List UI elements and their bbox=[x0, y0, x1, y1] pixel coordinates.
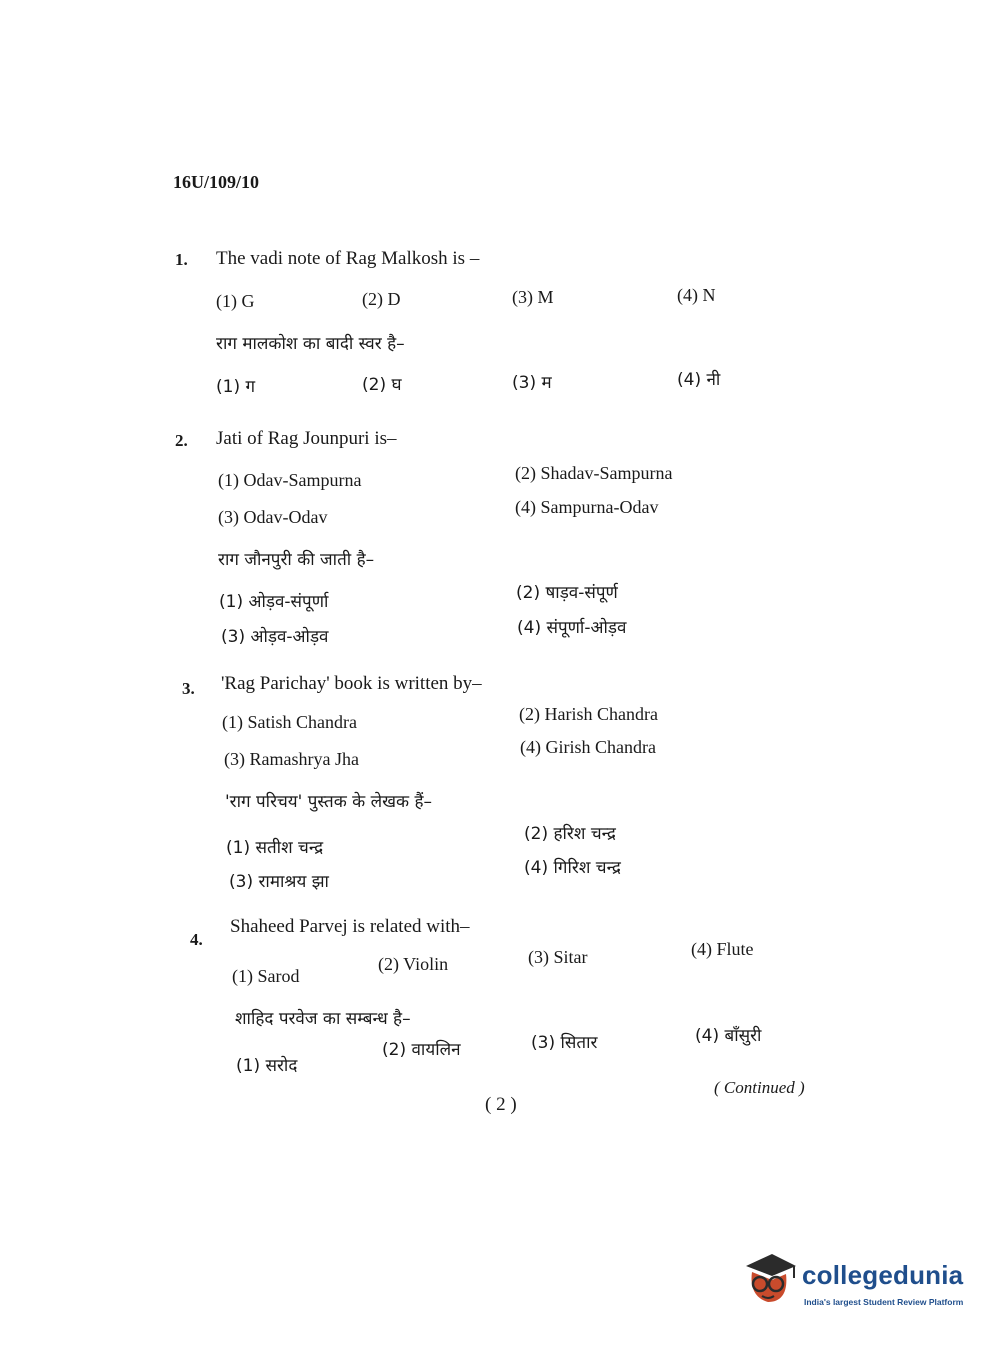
question-2-option-4-hindi: (4) संपूर्णा-ओड़व bbox=[517, 618, 627, 638]
question-4-number: 4. bbox=[190, 930, 203, 949]
question-4-text-hindi: शाहिद परवेज का सम्बन्ध है– bbox=[235, 1009, 411, 1029]
paper-code: 16U/109/10 bbox=[173, 172, 260, 192]
question-1-option-2-hindi: (2) घ bbox=[362, 375, 402, 395]
logo-name: collegedunia bbox=[802, 1260, 964, 1290]
question-2-option-1-hindi: (1) ओड़व-संपूर्णा bbox=[219, 592, 329, 612]
question-3-text: 'Rag Parichay' book is written by– bbox=[221, 673, 482, 694]
question-3-option-4-hindi: (4) गिरिश चन्द्र bbox=[524, 858, 621, 878]
collegedunia-logo bbox=[740, 1252, 970, 1312]
question-4-text: Shaheed Parvej is related with– bbox=[230, 916, 470, 937]
question-1-option-1-hindi: (1) ग bbox=[216, 377, 256, 397]
question-4-option-2-hindi: (2) वायलिन bbox=[382, 1040, 461, 1060]
question-4-option-3: (3) Sitar bbox=[528, 947, 588, 967]
question-1-option-1: (1) G bbox=[216, 291, 255, 311]
question-2-text: Jati of Rag Jounpuri is– bbox=[216, 428, 397, 449]
question-1-option-2: (2) D bbox=[362, 289, 401, 309]
question-2-option-1: (1) Odav-Sampurna bbox=[218, 470, 362, 490]
question-1-option-4: (4) N bbox=[677, 285, 716, 305]
question-4-option-1: (1) Sarod bbox=[232, 966, 300, 986]
question-3-text-hindi: 'राग परिचय' पुस्तक के लेखक हैं– bbox=[225, 792, 433, 812]
question-2-option-2: (2) Shadav-Sampurna bbox=[515, 463, 673, 483]
question-1-option-3: (3) M bbox=[512, 287, 554, 307]
question-4-option-1-hindi: (1) सरोद bbox=[236, 1056, 298, 1076]
question-4-option-3-hindi: (3) सितार bbox=[531, 1033, 598, 1053]
question-1-option-4-hindi: (4) नी bbox=[677, 370, 721, 390]
question-2-option-3: (3) Odav-Odav bbox=[218, 507, 328, 527]
mascot-icon bbox=[740, 1252, 798, 1308]
question-3-option-2-hindi: (2) हरिश चन्द्र bbox=[524, 824, 616, 844]
question-3-option-3-hindi: (3) रामाश्रय झा bbox=[229, 872, 329, 892]
question-3-number: 3. bbox=[182, 679, 195, 698]
question-3-option-3: (3) Ramashrya Jha bbox=[224, 749, 359, 769]
question-2-option-4: (4) Sampurna-Odav bbox=[515, 497, 659, 517]
question-1-number: 1. bbox=[175, 250, 188, 269]
question-2-option-3-hindi: (3) ओड़व-ओड़व bbox=[221, 627, 329, 647]
question-4-option-4: (4) Flute bbox=[691, 939, 754, 959]
question-3-option-4: (4) Girish Chandra bbox=[520, 737, 656, 757]
question-2-number: 2. bbox=[175, 431, 188, 450]
question-1-text-hindi: राग मालकोश का बादी स्वर है– bbox=[216, 334, 405, 354]
question-3-option-2: (2) Harish Chandra bbox=[519, 704, 658, 724]
question-2-text-hindi: राग जौनपुरी की जाती है– bbox=[218, 550, 375, 570]
question-4-option-4-hindi: (4) बाँसुरी bbox=[695, 1026, 762, 1046]
question-1-text: The vadi note of Rag Malkosh is – bbox=[216, 248, 480, 269]
question-1-option-3-hindi: (3) म bbox=[512, 373, 552, 393]
logo-tagline: India's largest Student Review Platform bbox=[804, 1297, 964, 1307]
question-3-option-1: (1) Satish Chandra bbox=[222, 712, 357, 732]
question-4-option-2: (2) Violin bbox=[378, 954, 449, 974]
question-2-option-2-hindi: (2) षाड़व-संपूर्ण bbox=[516, 583, 618, 603]
continued-label: ( Continued ) bbox=[714, 1078, 805, 1097]
page-number: ( 2 ) bbox=[485, 1094, 517, 1115]
question-3-option-1-hindi: (1) सतीश चन्द्र bbox=[226, 838, 324, 858]
